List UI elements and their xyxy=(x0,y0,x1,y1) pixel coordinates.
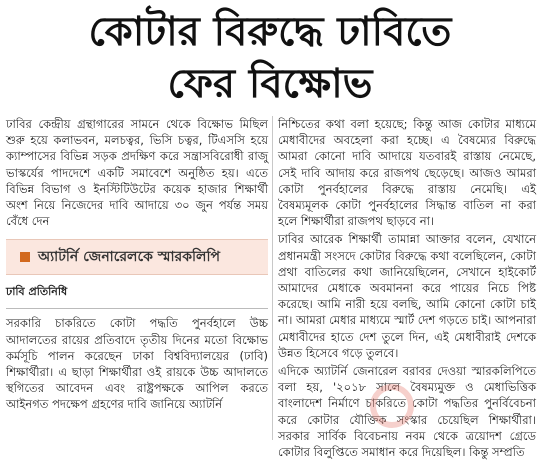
subheading-box xyxy=(6,239,268,275)
right-paragraph-3: এদিকে অ্যাটর্নি জেনারেল বরাবর দেওয়া স্মারকলিপিতে বলা হয়, '২০১৮ সালে বৈষম্যমুক্ত ও মেধাভিত্তিক বাংলাদেশ নির্মাণে চাকরিতে কোটা পদ্ধতির পুনর্বিবেচনা করে কোটার যৌক্তিক সংস্কার চেয়েছিল শিক্ষার্থীরা। সরকার সার্বিক বিবেচনায় নবম থেকে ত্রয়োদশ গ্রেডে কোটার বিলুপ্তিতে সমাধান করে দিয়েছিল। কিন্তু সম্প্রতি xyxy=(278,364,536,460)
subheading-marker-icon xyxy=(20,252,30,262)
left-paragraph-1: ঢাবির কেন্দ্রীয় গ্রন্থাগারের সামনে থেকে বিক্ষোভ মিছিল শুরু হয়ে কলাভবন, মলচত্বর, ভিসি চত্বর, টিএসসি হয়ে ক্যাম্পাসের বিভিন্ন সড়ক প্রদক্ষিণ করে সন্ত্রাসবিরোধী রাজু ভাস্কর্যের পাদদেশে একটি সমাবেশে অনুষ্ঠিত হয়। এতে বিভিন্ন বিভাগ ও ইনস্টিটিউটের কয়েক হাজার শিক্ষার্থী অংশ নিয়ে নিজেদের দাবি আদায়ে ৩০ জুন পর্যন্ত সময় বেঁধে দেন xyxy=(6,117,268,229)
left-paragraph-2: সরকারি চাকরিতে কোটা পদ্ধতি পুনর্বহালে উচ্চ আদালতের রায়ের প্রতিবাদে তৃতীয় দিনের মতো বিক্ষোভ কর্মসূচি পালন করেছেন ঢাকা বিশ্ববিদ্যালয়ের (ঢাবি) শিক্ষার্থীরা। এ ছাড়া শিক্ষার্থীরা ওই রায়কে উচ্চ আদালতে স্থগিতের আবেদন এবং রাষ্ট্রপক্ষকে আপিল করতে আইনগত পদক্ষেপ গ্রহণের দাবি জানিয়ে অ্যাটর্নি xyxy=(6,316,268,412)
headline-line-2: ফের বিক্ষোভ xyxy=(167,61,373,107)
watermark-logo-icon xyxy=(370,384,414,428)
headline-line-1: কোটার বিরুদ্ধে ঢাবিতে xyxy=(88,9,452,55)
left-column xyxy=(6,116,268,440)
right-paragraph-1: নিশ্চিতের কথা বলা হয়েছে; কিন্তু আজ কোটার মাধ্যমে মেধাবীদের অবহেলা করা হচ্ছে। এ বৈষম্যের বিরুদ্ধে আমরা কোনো দাবি আদায়ে যতবারই রাস্তায় নেমেছে, সেই দাবি আদায় করে রাজপথ ছেড়েছে। আজও আমরা কোটা পুনর্বহালের বিরুদ্ধে রাস্তায় নেমেছি। এই বৈষম্যমূলক কোটা পুনর্বহালের সিদ্ধান্ত বাতিল না করা হলে শিক্ষার্থীরা রাজপথ ছাড়বে না। xyxy=(278,117,536,229)
column-divider xyxy=(272,116,273,440)
right-paragraph-2: ঢাবির আরেক শিক্ষার্থী তামান্না আক্তার বলেন, যেখানে প্রধানমন্ত্রী সংসদে কোটার বিরুদ্ধে কথা বলেছিলেন, কোটা প্রথা বাতিলের কথা জানিয়েছিলেন, সেখানে হাইকোর্ট আমাদের মেধাকে অবমাননা করে পায়ের নিচে পিষ্ট করেছে। আমি নারী হয়ে বলছি, আমি কোনো কোটা চাই না। আমরা মেধার মাধ্যমে স্মার্ট দেশ গড়তে চাই। আপনারা মেধাবীদের হাতে দেশ তুলে দিন, এই মেধাবীরাই দেশকে উন্নত হিসেবে গড়ে তুলবে। xyxy=(278,232,536,360)
subheading-text: অ্যাটর্নি জেনারেলকে স্মারকলিপি xyxy=(38,249,220,266)
byline: ঢাবি প্রতিনিধি xyxy=(6,285,68,299)
byline-divider xyxy=(6,308,268,309)
